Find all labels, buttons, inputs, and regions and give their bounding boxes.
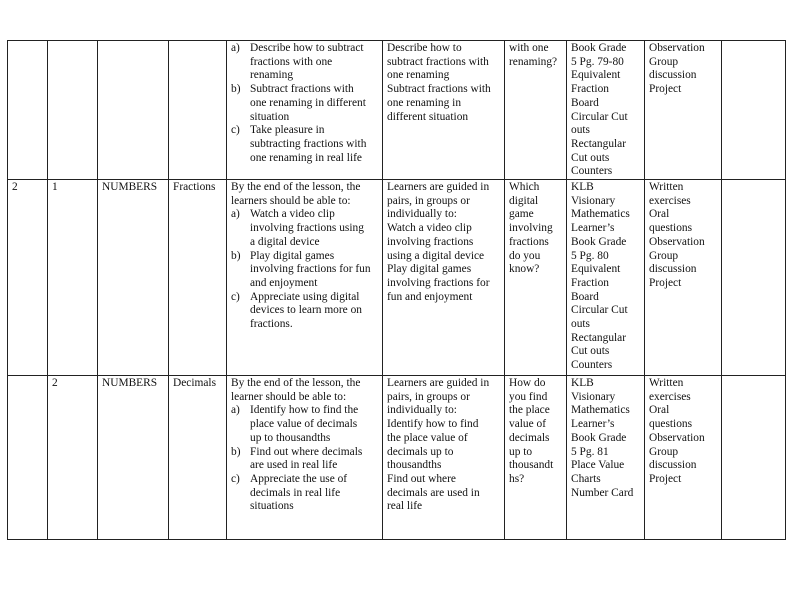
cell-text-line: NUMBERS [102,377,158,390]
cell-text-line: NUMBERS [102,181,158,194]
list-item-label: a) [231,404,240,417]
cell-text-line: decimals [509,431,550,444]
list-item [231,124,378,165]
cell-learning-resources [567,41,645,180]
cell-text-line: Fractions [173,181,216,194]
cell-text-line: hs? [509,472,525,485]
list-item-label: c) [231,124,240,137]
cell-text-line: Counters [571,359,613,372]
lesson-plan-table [7,40,786,540]
cell-strand [98,376,169,540]
list-item [231,208,378,249]
list-item-line: situation [250,110,290,123]
cell-text-line: Play digital games [387,263,472,276]
cell-text-line: pairs, in groups or [387,194,470,207]
cell-text-line: Visionary [571,390,616,403]
cell-text-line: decimals up to [387,445,454,458]
list-item [231,42,378,83]
cell-text-line: outs [571,124,590,137]
list-item-label: a) [231,208,240,221]
cell-text-line: involving [509,222,553,235]
cell-week [8,41,48,180]
list-item-text [250,42,364,83]
cell-text-line: Group [649,55,679,68]
cell-lesson [48,376,98,540]
cell-text-line: up to [509,445,533,458]
cell-text-line: thousandt [509,459,554,472]
cell-text-line: one renaming [387,69,450,82]
cell-text-line: Project [649,472,682,485]
cell-text-line: Project [649,83,682,96]
cell-key-inquiry-question [505,41,567,180]
list-item-label: c) [231,290,240,303]
cell-text-line: 1 [52,181,58,194]
cell-text-line: questions [649,222,693,235]
cell-key-inquiry-question [505,180,567,376]
cell-text-line: Mathematics [571,208,630,221]
list-item-text [250,473,347,514]
cell-text-line: Observation [649,431,705,444]
cell-remarks [722,180,786,376]
cell-text-line: the place [509,404,550,417]
list-item-line: decimals in real life [250,486,341,499]
cell-text-line: decimals are used in [387,486,480,499]
cell-text-line: KLB [571,181,594,194]
cell-text-line: fun and enjoyment [387,290,473,303]
cell-text-line: involving fractions for [387,276,490,289]
cell-text-line: KLB [571,377,594,390]
list-item-line: Describe how to subtract [250,42,364,54]
cell-text-line: Cut outs [571,151,610,164]
cell-text-line: Board [571,290,599,303]
list-item [231,250,378,291]
cell-text-line: Group [649,445,679,458]
cell-text-line: exercises [649,390,691,403]
cell-text-line: Cut outs [571,345,610,358]
cell-text-line: 2 [12,181,18,194]
list-item-line: situations [250,500,294,513]
cell-text-line: By the end of the lesson, the [231,181,361,194]
cell-text-line: 5 Pg. 80 [571,249,609,262]
cell-strand [98,41,169,180]
list-item-label: b) [231,249,241,262]
list-item-line: one renaming in real life [250,151,362,164]
cell-learning-experiences [383,41,505,180]
cell-learning-experiences [383,376,505,540]
cell-text-line: you find [509,390,548,403]
cell-text-line: Observation [649,42,705,54]
list-item-line: Subtract fractions with [250,83,354,96]
cell-text-line: discussion [649,263,697,276]
list-item-text [250,83,366,124]
cell-lesson [48,180,98,376]
cell-text-line: Book Grade [571,235,627,248]
cell-text-line: Board [571,96,599,109]
cell-text-line: subtract fractions with [387,55,489,68]
cell-text-line: Charts [571,472,601,485]
cell-text-line: Observation [649,235,705,248]
list-item [231,83,378,124]
list-item-line: Play digital games [250,249,335,262]
cell-text-line: Which [509,181,540,194]
table-row [8,41,786,180]
cell-text-line: thousandths [387,459,442,472]
list-item-line: Watch a video clip [250,208,335,221]
cell-text-line: Subtract fractions with [387,83,491,96]
cell-text-line: Rectangular [571,331,627,344]
list-item-label: a) [231,42,240,54]
list-item-line: up to thousandths [250,431,331,444]
cell-text-line: Group [649,249,679,262]
cell-text-line: How do [509,377,546,390]
list-item-text [250,250,371,291]
cell-text-line: Mathematics [571,404,630,417]
cell-text-line: fractions [509,235,549,248]
cell-text-line: the place value of [387,431,468,444]
cell-text-line: 5 Pg. 81 [571,445,609,458]
cell-text-line: Circular Cut [571,110,628,123]
list-item-text [250,446,362,473]
list-item-text [250,208,364,249]
cell-text-line: Watch a video clip [387,222,472,235]
cell-text-line: Book Grade [571,42,627,54]
cell-week [8,376,48,540]
cell-text-line: value of [509,418,547,431]
cell-sub-strand [169,180,227,376]
cell-text-line: Written [649,181,684,194]
cell-sub-strand [169,41,227,180]
cell-text-line: 2 [52,377,58,390]
cell-text-line: By the end of the lesson, the [231,377,361,390]
cell-remarks [722,376,786,540]
cell-text-line: with one [509,42,549,54]
list-item-label: b) [231,83,241,96]
table-row [8,376,786,540]
cell-text-line: involving fractions [387,235,474,248]
cell-text-line: Learners are guided in [387,181,490,194]
cell-week [8,180,48,376]
cell-learning-experiences [383,180,505,376]
cell-text-line: individually to: [387,404,457,417]
cell-strand [98,180,169,376]
cell-text-line: Rectangular [571,137,627,150]
list-item-line: and enjoyment [250,276,318,289]
list-item-line: Identify how to find the [250,404,359,417]
list-item-line: place value of decimals [250,418,358,431]
cell-key-inquiry-question [505,376,567,540]
cell-text-line: learner should be able to: [231,390,347,403]
cell-text-line: do you [509,249,541,262]
list-item-line: devices to learn more on [250,304,362,317]
cell-text-line: discussion [649,459,697,472]
list-item-line: Appreciate the use of [250,472,348,485]
list-item [231,291,378,332]
cell-assessment [645,41,722,180]
cell-text-line: using a digital device [387,249,485,262]
list-item-line: fractions with one [250,55,333,68]
list-item-line: involving fractions using [250,222,364,235]
cell-text-line: questions [649,418,693,431]
list-item-line: one renaming in different [250,96,366,109]
cell-assessment [645,376,722,540]
cell-lesson [48,41,98,180]
cell-text-line: Decimals [173,377,217,390]
cell-text-line: 5 Pg. 79-80 [571,55,624,68]
cell-text-line: Fraction [571,83,609,96]
list-item-text [250,404,358,445]
list-item-line: subtracting fractions with [250,137,367,150]
cell-text-line: Circular Cut [571,304,628,317]
cell-assessment [645,180,722,376]
cell-text-line: Identify how to find [387,418,479,431]
cell-learning-resources [567,376,645,540]
list-item-line: involving fractions for fun [250,263,371,276]
cell-text-line: Equivalent [571,263,621,276]
cell-learning-outcomes [227,180,383,376]
list-item-label: b) [231,445,241,458]
list-item-text [250,291,362,332]
cell-text-line: Project [649,276,682,289]
list-item-text [250,124,366,165]
cell-text-line: Equivalent [571,69,621,82]
cell-learning-outcomes [227,41,383,180]
cell-text-line: individually to: [387,208,457,221]
cell-text-line: Oral [649,404,670,417]
cell-text-line: Learner’s [571,222,615,235]
cell-text-line: one renaming in [387,96,462,109]
list-item-line: Find out where decimals [250,445,363,458]
cell-text-line: digital [509,194,539,207]
cell-text-line: Fraction [571,276,609,289]
list-item [231,446,378,473]
cell-text-line: Place Value [571,459,625,472]
list-item-line: Appreciate using digital [250,290,360,303]
cell-text-line: Describe how to [387,42,462,54]
cell-text-line: outs [571,318,590,331]
cell-learning-outcomes [227,376,383,540]
cell-text-line: game [509,208,534,221]
cell-text-line: Oral [649,208,670,221]
cell-text-line: learners should be able to: [231,194,351,207]
cell-text-line: Learner’s [571,418,615,431]
cell-text-line: different situation [387,110,469,123]
cell-text-line: Number Card [571,486,634,499]
list-item-line: fractions. [250,318,293,331]
list-item [231,404,378,445]
list-item-label: c) [231,472,240,485]
cell-text-line: discussion [649,69,697,82]
cell-remarks [722,41,786,180]
list-item-line: are used in real life [250,459,338,472]
cell-text-line: real life [387,500,423,513]
cell-text-line: Visionary [571,194,616,207]
list-item-line: renaming [250,69,294,82]
cell-text-line: Book Grade [571,431,627,444]
table-row [8,180,786,376]
list-item [231,473,378,514]
cell-text-line: renaming? [509,55,558,68]
list-item-line: Take pleasure in [250,124,325,137]
cell-text-line: Counters [571,165,613,178]
cell-learning-resources [567,180,645,376]
cell-text-line: Find out where [387,472,456,485]
cell-text-line: Written [649,377,684,390]
cell-text-line: Learners are guided in [387,377,490,390]
cell-sub-strand [169,376,227,540]
cell-text-line: know? [509,263,540,276]
list-item-line: a digital device [250,235,320,248]
cell-text-line: pairs, in groups or [387,390,470,403]
cell-text-line: exercises [649,194,691,207]
